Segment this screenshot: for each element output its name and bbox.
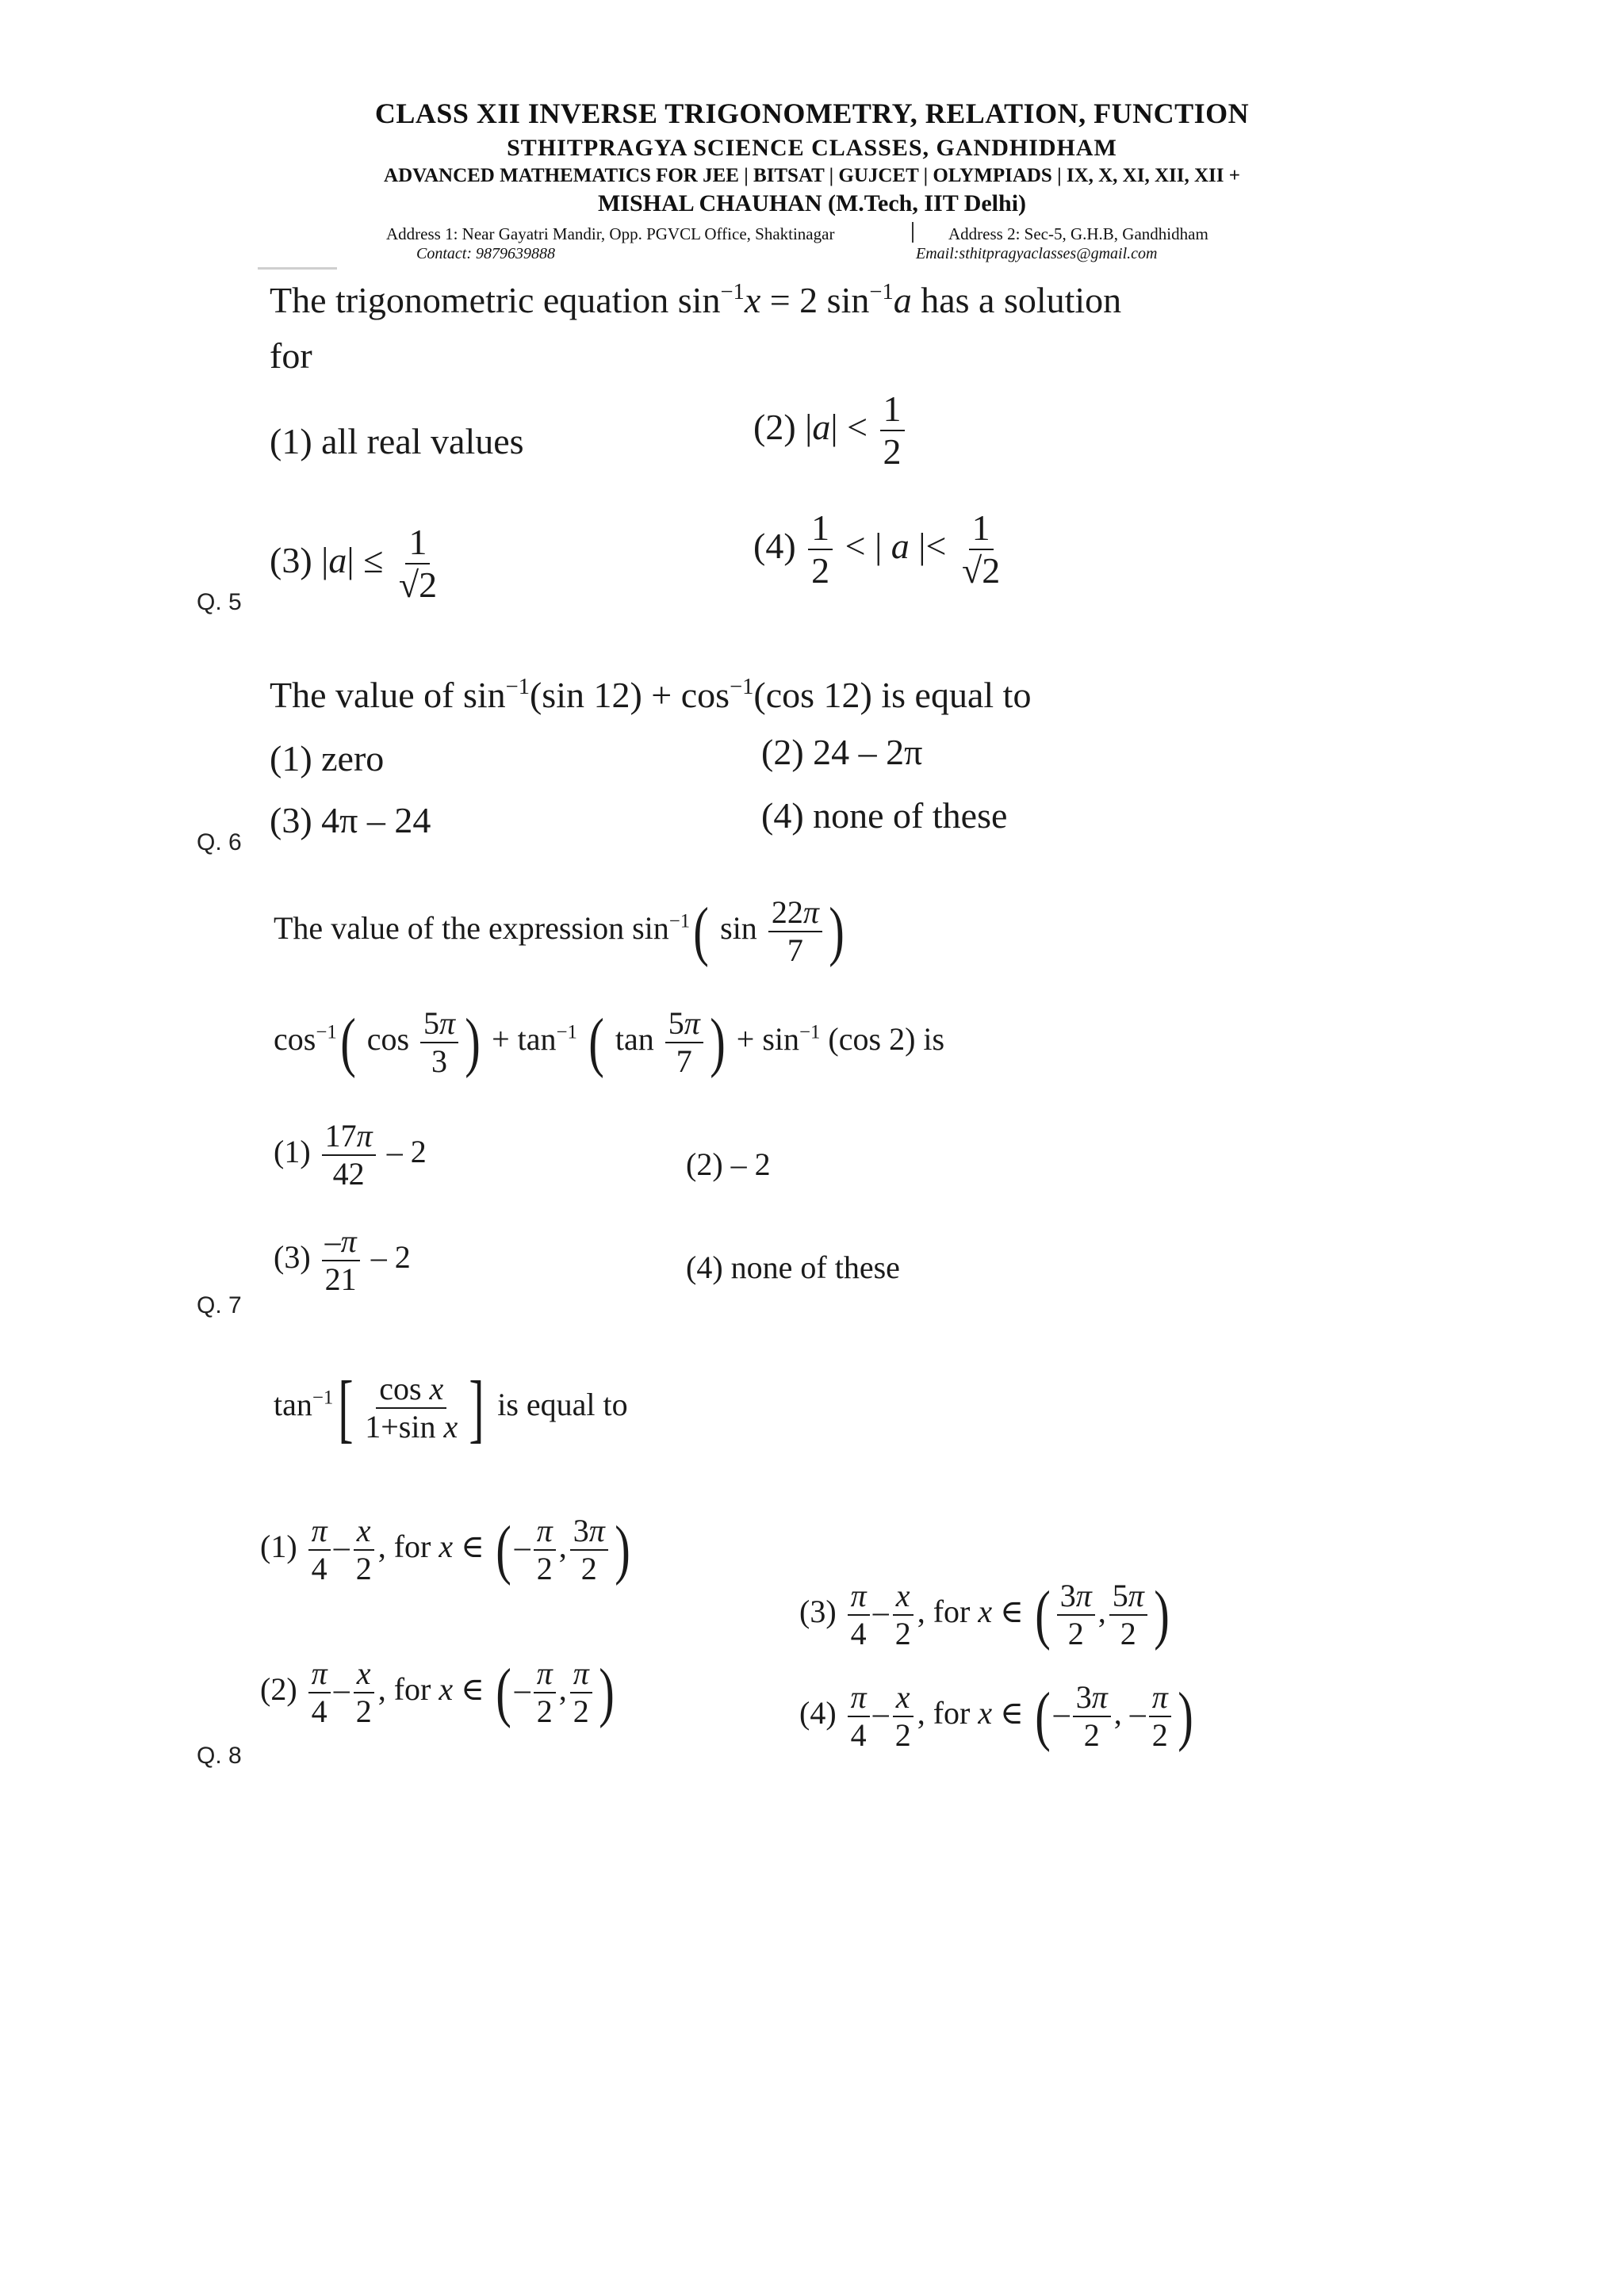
q7-option-2: (2) – 2 bbox=[686, 1146, 771, 1182]
q7-expression: $\cos^{-1}$( cos $\frac{5\pi}{3}$ ) + $\tan^{-1}$ ( tan $\frac{5\pi}{7}$ ) + $\sin^{-1} (\cos$ 2) is bbox=[274, 1005, 945, 1079]
q8-option-1: (1) $\frac{\pi}{4}$ – $\frac{x}{2}$ , for x ∈ ( – $\frac{\pi}{2}$ , $\frac{3\pi}{2}$ ) bbox=[260, 1513, 630, 1586]
q7-option-1: (1) $\frac{17\pi}{42}$ – 2 bbox=[274, 1118, 427, 1192]
q7-label: Q. 7 bbox=[197, 1292, 242, 1318]
document-title: CLASS XII INVERSE TRIGONOMETRY, RELATION, FUNCTION bbox=[374, 98, 1250, 129]
q7-stem: The value of the expression $\sin^{-1}$( sin $\frac{22\pi}{7}$ ) bbox=[274, 894, 845, 968]
q8-option-2: (2) $\frac{\pi}{4}$ – $\frac{x}{2}$ , for x ∈ ( – $\frac{\pi}{2}$ , $\frac{\pi}{2}$ ) bbox=[260, 1655, 615, 1729]
address-separator bbox=[912, 222, 914, 243]
q5-option-2: (2) |a| < $\frac{1}{2}$ bbox=[753, 390, 908, 472]
q8-option-4: (4) $\frac{\pi}{4}$ – $\frac{x}{2}$ , for x ∈ ( – $\frac{3\pi}{2}$ , – $\frac{\pi}{2}$ ) bbox=[799, 1679, 1193, 1753]
address-1: Address 1: Near Gayatri Mandir, Opp. PGVCL Office, Shaktinagar bbox=[386, 224, 835, 243]
q5-option-1: (1) all real values bbox=[270, 421, 524, 461]
q8-option-3: (3) $\frac{\pi}{4}$ – $\frac{x}{2}$ , for x ∈ ( $\frac{3\pi}{2}$ , $\frac{5\pi}{2}$ ) bbox=[799, 1578, 1170, 1651]
q8-label: Q. 8 bbox=[197, 1743, 242, 1769]
q7-option-3: (3) $\frac{-\pi}{21}$ – 2 bbox=[274, 1223, 411, 1297]
q6-label: Q. 6 bbox=[197, 829, 242, 855]
q6-option-2: (2) 24 – 2π bbox=[761, 732, 923, 772]
contact-email: Email:sthitpragyaclasses@gmail.com bbox=[916, 245, 1158, 262]
q6-option-1: (1) zero bbox=[270, 738, 385, 779]
q7-option-4: (4) none of these bbox=[686, 1249, 900, 1285]
q6-option-3: (3) 4π – 24 bbox=[270, 800, 431, 840]
q8-stem: $\tan^{-1}$[ $\frac{\text{cos x}}{\text{1+sin x}}$ ] is equal to bbox=[274, 1365, 628, 1450]
tagline: ADVANCED MATHEMATICS FOR JEE | BITSAT | GUJCET | OLYMPIADS | IX, X, XI, XII, XII + bbox=[384, 165, 1240, 186]
q6-stem: The value of $\sin^{-1}(\sin$ $12) + \cos^{-1}(\cos$ 12) is equal to bbox=[270, 674, 1032, 715]
q5-label: Q. 5 bbox=[197, 589, 242, 615]
header-divider bbox=[258, 267, 337, 270]
institute-name: STHITPRAGYA SCIENCE CLASSES, GANDHIDHAM bbox=[507, 135, 1117, 161]
address-2: Address 2: Sec-5, G.H.B, Gandhidham bbox=[948, 224, 1208, 243]
teacher-name: MISHAL CHAUHAN (M.Tech, IIT Delhi) bbox=[597, 190, 1027, 216]
q5-option-3: (3) |a| ≤ $\frac{1}{√2}$ bbox=[270, 522, 438, 606]
q5-stem-line2: for bbox=[270, 335, 312, 376]
q5-stem: The trigonometric equation $\sin^{-1}x = 2$ $\sin^{-1}a$ has a solution bbox=[270, 279, 1122, 320]
q6-option-4: (4) none of these bbox=[761, 795, 1008, 836]
contact-number: Contact: 9879639888 bbox=[416, 245, 555, 262]
q5-option-4: (4) $\frac{1}{2}$ < | a |< $\frac{1}{√2}$ bbox=[753, 507, 1001, 591]
